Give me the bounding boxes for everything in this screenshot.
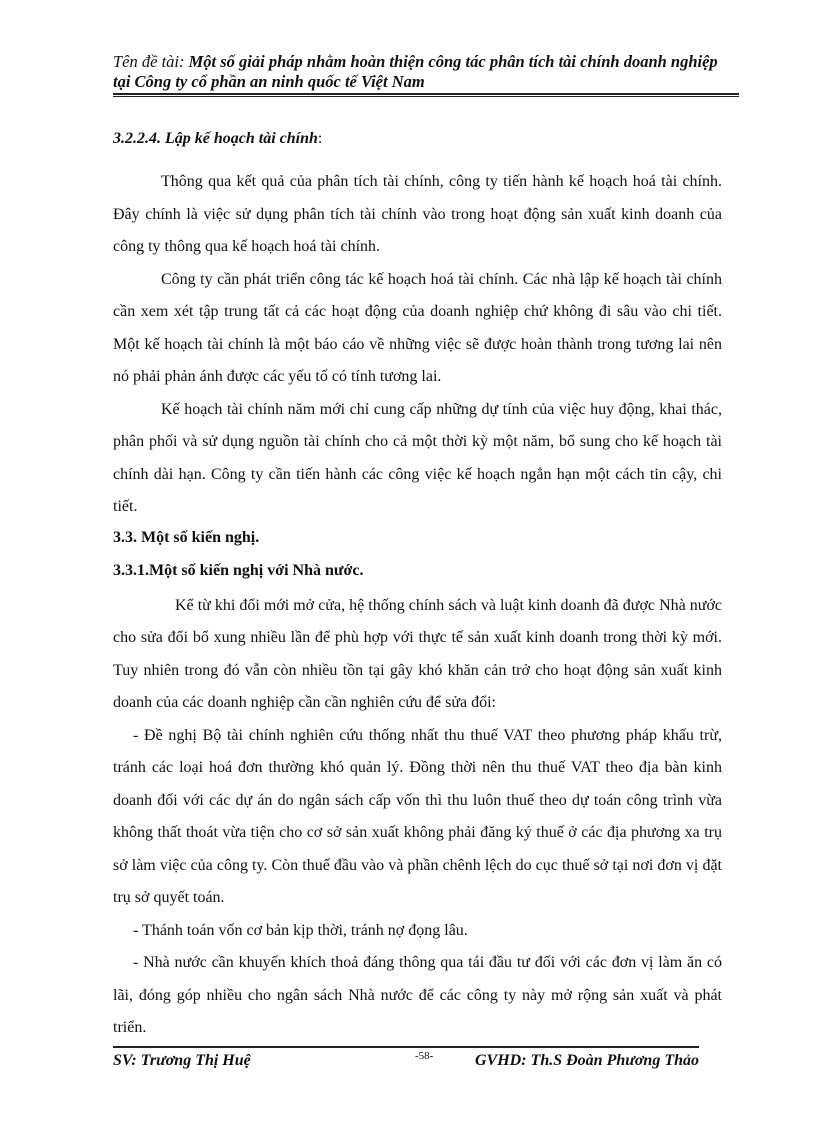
page-number: -58- [415,1050,434,1062]
document-body [113,128,722,1045]
footer-divider [113,1046,699,1049]
section-324-title: 3.2.2.4. Lập kế hoạch tài chính [113,130,318,147]
section-33-heading: 3.3. Một số kiến nghị. [113,528,260,546]
paragraph: Thông qua kết quả của phân tích tài chính, công ty tiến hành kế hoạch hoá tài chính. Đây chính là việc sử dụng phân tích tài chính vào trong hoạt động sản xuất kinh doanh của công ty thông qua kế hoạch hoá tài chính. [113,173,722,255]
list-item: - Nhà nước cần khuyến khích thoả đáng thông qua tái đầu tư đối với các đơn vị làm ăn có lãi, đóng góp nhiều cho ngân sách Nhà nước để các công ty này mở rộng sản xuất và phát triển. [113,954,722,1036]
list-item: - Thánh toán vốn cơ bản kịp thời, tránh nợ đọng lâu. [133,921,468,939]
list-item: - Đề nghị Bộ tài chính nghiên cứu thống nhất thu thuế VAT theo phương pháp khấu trừ, tránh các loại hoá đơn thường khó quản lý. Đồng thời nên thu thuế VAT theo địa bàn kinh doanh đối với các dự án do ngân sách cấp vốn thì thu luôn thuế theo dự toán công trình vừa không thất thoát vừa tiện cho cơ sở sản xuất không phải đăng ký thuế ở các địa phương xa trụ sở làm việc của công ty. Còn thuế đầu vào và phần chênh lệch do cục thuế sở tại nơi đơn vị đặt trụ sở quyết toán. [113,726,722,906]
section-331-heading: 3.3.1.Một số kiến nghị với Nhà nước. [113,561,364,579]
header-topic: Một số giải pháp nhằm hoàn thiện công tác phân tích tài chính doanh nghiệp tại Công ty cổ phần an ninh quốc tế Việt Nam [113,52,718,91]
page-header [113,52,739,92]
header-divider [113,93,739,97]
header-label: Tên đề tài: [113,52,189,71]
paragraph: Kế hoạch tài chính năm mới chỉ cung cấp những dự tính của việc huy động, khai thác, phân phối và sử dụng nguồn tài chính cho cả một thời kỳ một năm, bổ sung cho kế hoạch tài chính dài hạn. Công ty cần tiến hành các công việc kế hoạch ngắn hạn một cách tin cậy, chi tiết. [113,400,722,515]
paragraph: Kể từ khi đổi mới mở cửa, hệ thống chính sách và luật kinh doanh đã được Nhà nước cho sửa đổi bổ xung nhiều lần để phù hợp với thực tế sản xuất kinh doanh trong thời kỳ mới. Tuy nhiên trong đó vẫn còn nhiều tồn tại gây khó khăn cản trở cho hoạt động sản xuất kinh doanh của các doanh nghiệp cần cần nghiên cứu để sửa đổi: [113,596,722,711]
paragraph: Công ty cần phát triển công tác kế hoạch hoá tài chính. Các nhà lập kế hoạch tài chính cần xem xét tập trung tất cả các hoạt động của doanh nghiệp chứ không đi sâu vào chi tiết. Một kế hoạch tài chính là một báo cáo về những việc sẽ được hoàn thành trong tương lai nên nó phải phản ánh được các yếu tố có tính tương lai. [113,270,722,385]
section-324-heading [113,128,722,150]
footer-student: SV: Trương Thị Huệ [113,1052,251,1069]
section-324-colon: : [317,130,323,147]
footer-advisor: GVHD: Th.S Đoàn Phương Thảo [475,1052,699,1069]
